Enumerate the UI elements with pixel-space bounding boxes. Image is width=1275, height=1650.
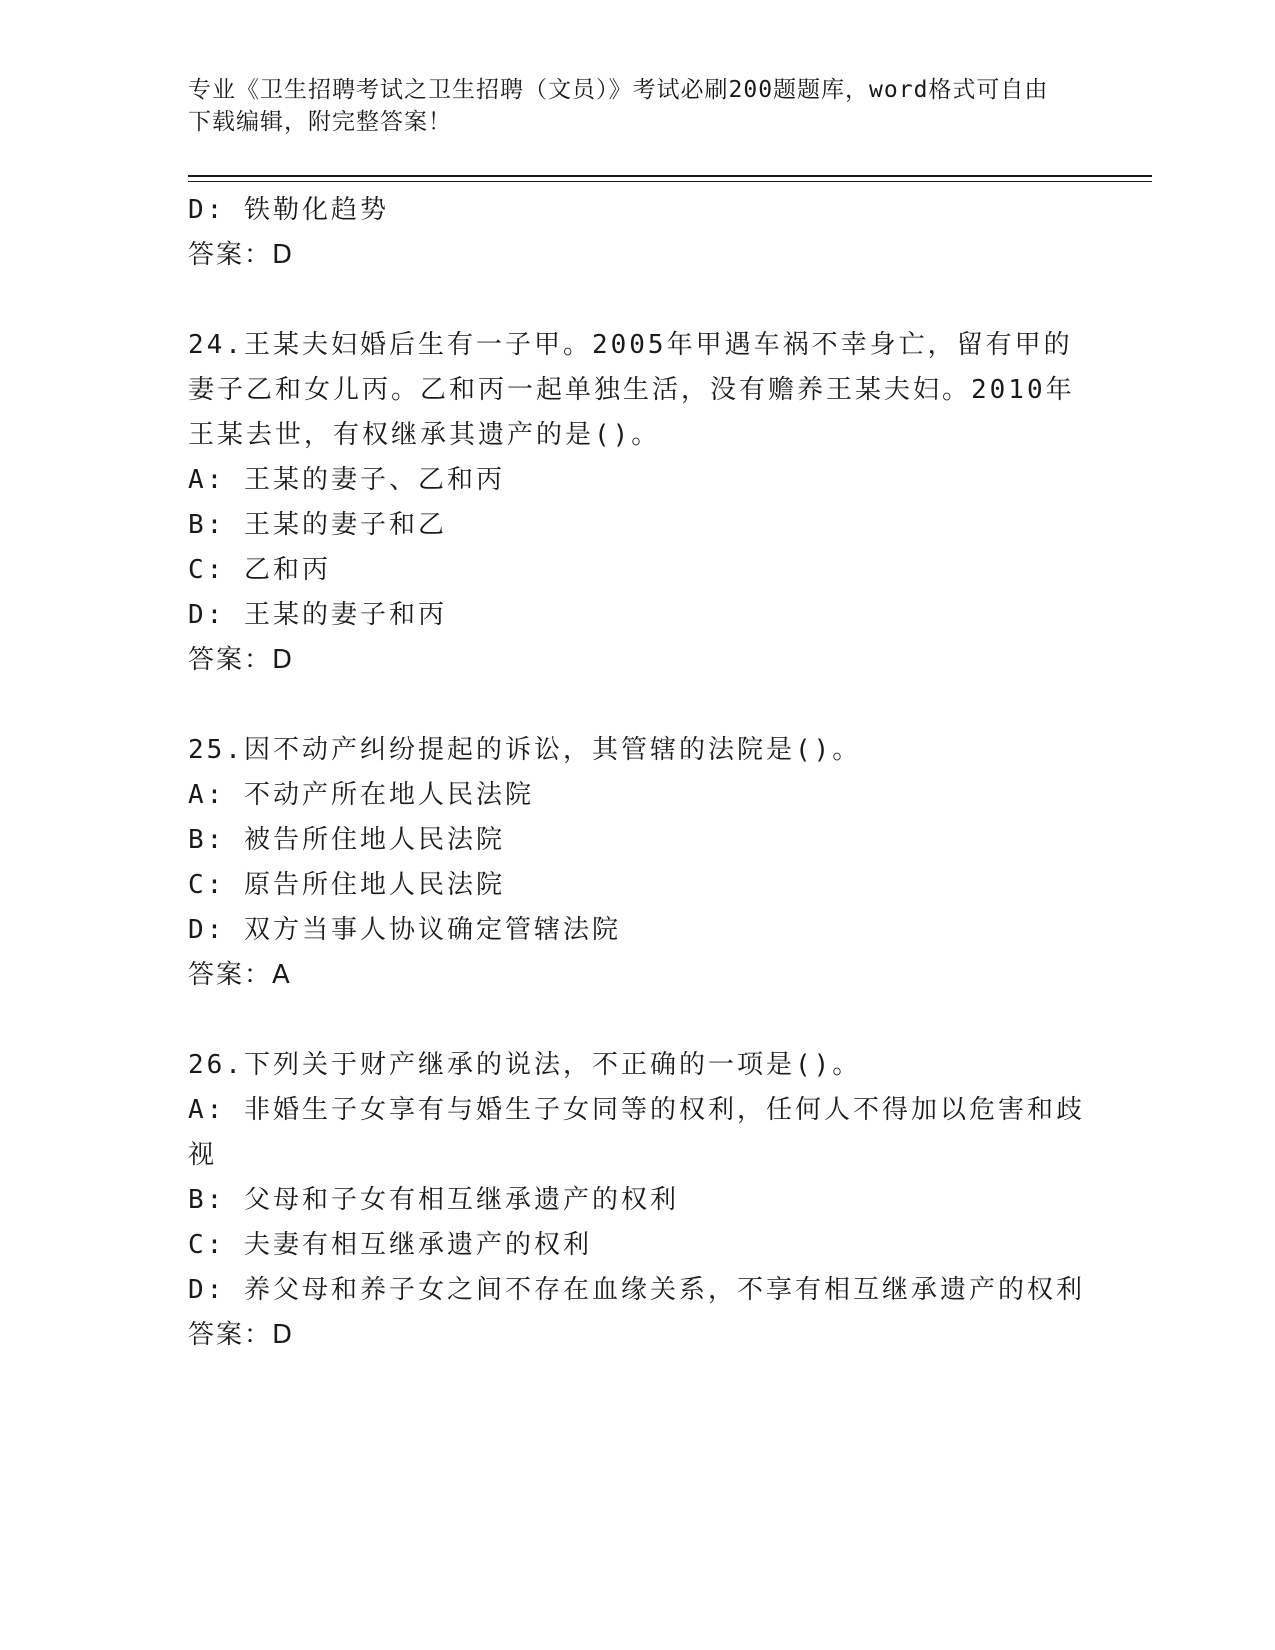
- question-stem: 26.下列关于财产继承的说法，不正确的一项是()。: [188, 1050, 862, 1080]
- option-d: D: 铁勒化趋势: [188, 195, 389, 225]
- option-d: D: 双方当事人协议确定管辖法院: [188, 915, 621, 945]
- option-a: A: 不动产所在地人民法院: [188, 780, 534, 810]
- option-a: A: 王某的妻子、乙和丙: [188, 465, 505, 495]
- header-rule-thick: [188, 175, 1152, 177]
- answer-line: 答案：D: [188, 1320, 295, 1350]
- header-rule-thin: [188, 181, 1152, 182]
- option-b: B: 父母和子女有相互继承遗产的权利: [188, 1185, 679, 1215]
- question-26: [188, 1043, 1088, 1358]
- option-b: B: 被告所住地人民法院: [188, 825, 505, 855]
- option-c: C: 乙和丙: [188, 555, 331, 585]
- answer-line: 答案：D: [188, 645, 295, 675]
- option-b: B: 王某的妻子和乙: [188, 510, 447, 540]
- option-a: A: 非婚生子女享有与婚生子女同等的权利，任何人不得加以危害和歧视: [188, 1095, 1085, 1170]
- question-stem: 25.因不动产纠纷提起的诉讼，其管辖的法院是()。: [188, 735, 862, 765]
- question-stem: 24.王某夫妇婚后生有一子甲。2005年甲遇车祸不幸身亡，留有甲的妻子乙和女儿丙。乙和丙一起单独生活，没有赡养王某夫妇。2010年王某去世，有权继承其遗产的是()。: [188, 330, 1075, 450]
- option-d: D: 养父母和养子女之间不存在血缘关系，不享有相互继承遗产的权利: [188, 1275, 1085, 1305]
- option-d: D: 王某的妻子和丙: [188, 600, 447, 630]
- answer-line: 答案：D: [188, 240, 295, 270]
- option-c: C: 夫妻有相互继承遗产的权利: [188, 1230, 592, 1260]
- previous-question-tail: [188, 188, 1088, 278]
- document-content: [188, 188, 1088, 1358]
- question-24: [188, 323, 1088, 683]
- page-header: 专业《卫生招聘考试之卫生招聘（文员）》考试必刷200题题库，word格式可自由下载编辑，附完整答案！: [188, 77, 1049, 135]
- option-c: C: 原告所住地人民法院: [188, 870, 505, 900]
- question-25: [188, 728, 1088, 998]
- answer-line: 答案：A: [188, 960, 292, 990]
